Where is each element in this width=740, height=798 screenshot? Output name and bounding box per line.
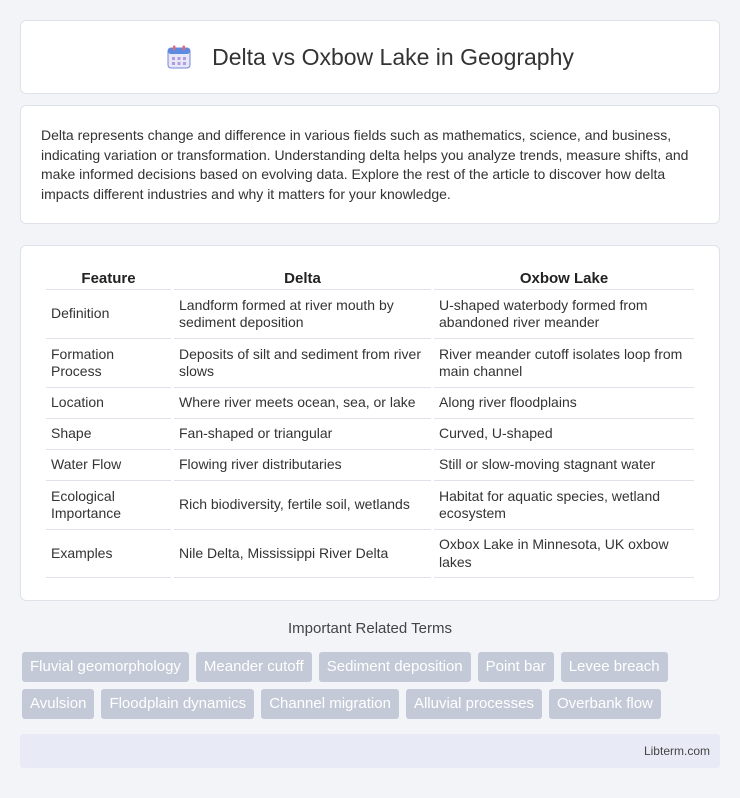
intro-card xyxy=(20,105,720,224)
table-row xyxy=(46,387,694,418)
table-cell: Fan-shaped or triangular xyxy=(174,418,431,449)
term-tag[interactable]: Fluvial geomorphology xyxy=(22,652,189,682)
table-row xyxy=(46,529,694,578)
comparison-table xyxy=(43,266,697,578)
header-delta: Delta xyxy=(284,270,321,287)
table-row xyxy=(46,338,694,387)
table-cell: Examples xyxy=(46,529,171,578)
table-cell: Habitat for aquatic species, wetland ecosystem xyxy=(434,480,694,529)
term-tag[interactable]: Alluvial processes xyxy=(406,689,542,719)
table-cell: Formation Process xyxy=(46,338,171,387)
table-cell: Curved, U-shaped xyxy=(434,418,694,449)
term-tag[interactable]: Floodplain dynamics xyxy=(101,689,254,719)
table-cell: Ecological Importance xyxy=(46,480,171,529)
footer-brand-link[interactable]: Libterm.com xyxy=(643,744,710,758)
table-row xyxy=(46,418,694,449)
term-tag[interactable]: Sediment deposition xyxy=(319,652,471,682)
calendar-icon xyxy=(166,44,192,70)
table-row xyxy=(46,449,694,480)
table-cell: Location xyxy=(46,387,171,418)
header-card xyxy=(20,20,720,94)
table-cell: Flowing river distributaries xyxy=(174,449,431,480)
table-cell: Still or slow-moving stagnant water xyxy=(434,449,694,480)
related-terms-title: Important Related Terms xyxy=(288,620,452,637)
term-tag[interactable]: Point bar xyxy=(478,652,554,682)
table-cell: River meander cutoff isolates loop from main channel xyxy=(434,338,694,387)
term-tag[interactable]: Levee breach xyxy=(561,652,668,682)
page-title: Delta vs Oxbow Lake in Geography xyxy=(212,43,574,70)
table-cell: Landform formed at river mouth by sediment deposition xyxy=(174,289,431,338)
related-terms-list xyxy=(22,652,722,719)
term-tag[interactable]: Channel migration xyxy=(261,689,399,719)
intro-text: Delta represents change and difference in various fields such as mathematics, science, and business, indicating variation or transformation. Understanding delta helps you analyze trends, measure shifts, and make informed decisions based on evolving data. Explore the rest of the article to discover how delta impacts different industries and why it matters for your knowledge. xyxy=(41,127,689,202)
table-cell: Water Flow xyxy=(46,449,171,480)
comparison-table-card xyxy=(20,245,720,601)
term-tag[interactable]: Meander cutoff xyxy=(196,652,312,682)
table-header-row xyxy=(46,266,694,289)
table-cell: Nile Delta, Mississippi River Delta xyxy=(174,529,431,578)
term-tag[interactable]: Overbank flow xyxy=(549,689,661,719)
header-feature: Feature xyxy=(81,270,136,287)
table-cell: Definition xyxy=(46,289,171,338)
header-oxbow-lake: Oxbow Lake xyxy=(519,270,609,287)
table-cell: Oxbox Lake in Minnesota, UK oxbow lakes xyxy=(434,529,694,578)
footer xyxy=(20,734,720,768)
table-cell: Shape xyxy=(46,418,171,449)
table-cell: Along river floodplains xyxy=(434,387,694,418)
table-cell: Where river meets ocean, sea, or lake xyxy=(174,387,431,418)
table-cell: Rich biodiversity, fertile soil, wetlands xyxy=(174,480,431,529)
term-tag[interactable]: Avulsion xyxy=(22,689,94,719)
table-cell: U-shaped waterbody formed from abandoned river meander xyxy=(434,289,694,338)
table-cell: Deposits of silt and sediment from river slows xyxy=(174,338,431,387)
table-row xyxy=(46,289,694,338)
table-row xyxy=(46,480,694,529)
